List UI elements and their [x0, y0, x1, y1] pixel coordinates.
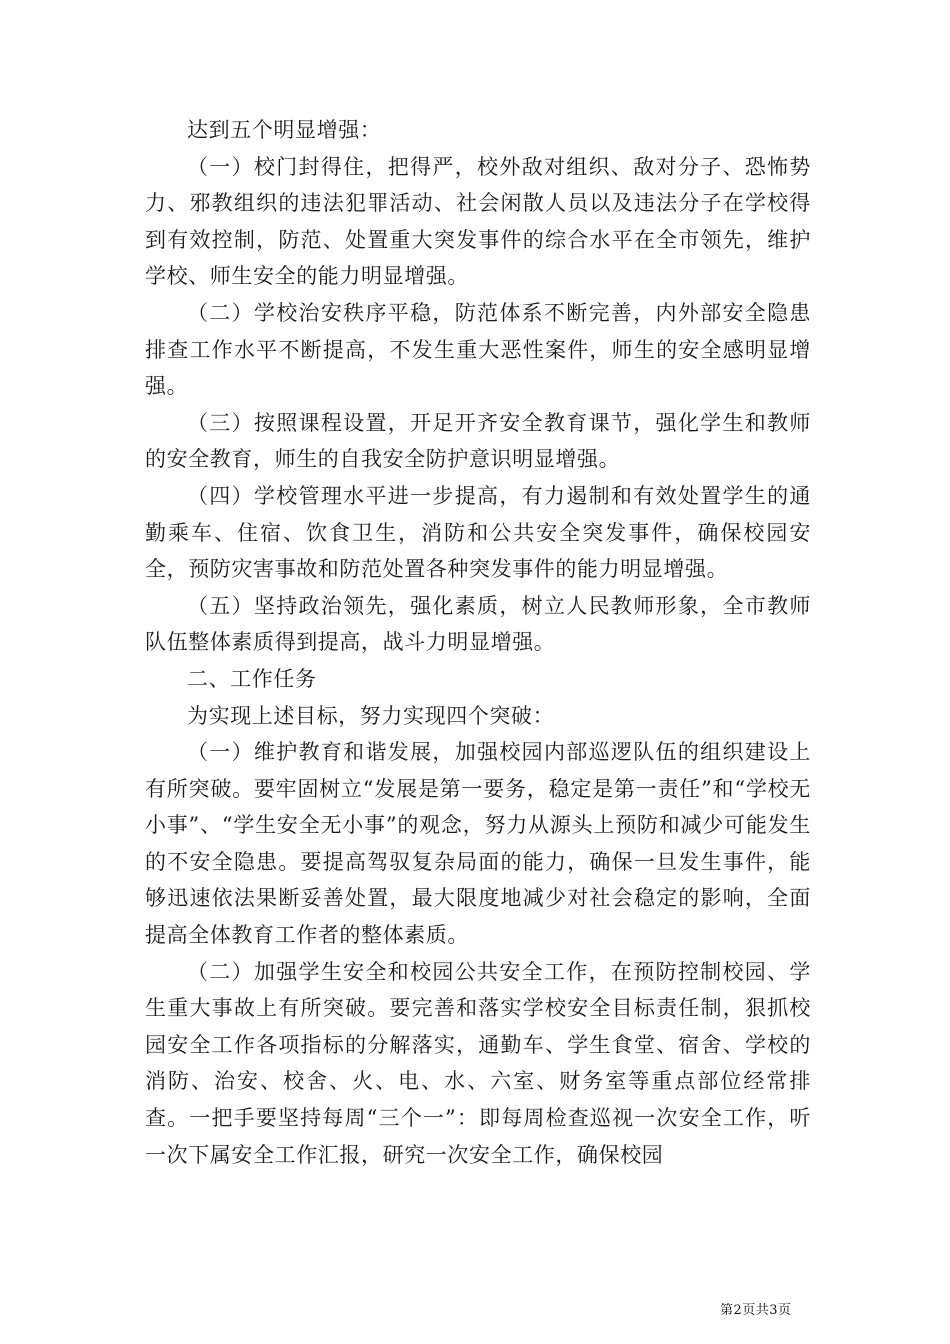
document-body	[145, 112, 811, 1173]
paragraph-goal-3: （三）按照课程设置，开足开齐安全教育课节，强化学生和教师的安全教育，师生的自我安全防护意识明显增强。	[145, 410, 811, 472]
section-heading-tasks: 二、工作任务	[187, 666, 317, 691]
paragraph-task-2: （二）加强学生安全和校园公共安全工作，在预防控制校园、学生重大事故上有所突破。要完善和落实学校安全目标责任制，狠抓校园安全工作各项指标的分解落实，通勤车、学生食堂、宿舍、学校的消防、治安、校舍、火、电、水、六室、财务室等重点部位经常排查。一把手要坚持每周“三个一”：即每周检查巡视一次安全工作，听一次下属安全工作汇报，研究一次安全工作，确保校园	[145, 959, 811, 1167]
paragraph-goal-4: （四）学校管理水平进一步提高，有力遏制和有效处置学生的通勤乘车、住宿、饮食卫生，消防和公共安全突发事件，确保校园安全，预防灾害事故和防范处置各种突发事件的能力明显增强。	[145, 483, 811, 582]
paragraph-goal-5: （五）坚持政治领先，强化素质，树立人民教师形象，全市教师队伍整体素质得到提高，战斗力明显增强。	[145, 593, 811, 655]
page-number-footer: 第2页共3页	[720, 1303, 792, 1318]
paragraph-goals-intro: 达到五个明显增强：	[187, 118, 382, 142]
paragraph-goal-2: （二）学校治安秩序平稳，防范体系不断完善，内外部安全隐患排查工作水平不断提高，不发生重大恶性案件，师生的安全感明显增强。	[145, 300, 811, 399]
paragraph-task-1: （一）维护教育和谐发展，加强校园内部巡逻队伍的组织建设上有所突破。要牢固树立“发展是第一要务，稳定是第一责任”和“学校无小事”、“学生安全无小事”的观念，努力从源头上预防和减少可能发生的不安全隐患。要提高驾驭复杂局面的能力，确保一旦发生事件，能够迅速依法果断妥善处置，最大限度地减少对社会稳定的影响，全面提高全体教育工作者的整体素质。	[145, 740, 811, 948]
paragraph-goal-1: （一）校门封得住，把得严，校外敌对组织、敌对分子、恐怖势力、邪教组织的违法犯罪活动、社会闲散人员以及违法分子在学校得到有效控制，防范、处置重大突发事件的综合水平在全市领先，维护学校、师生安全的能力明显增强。	[145, 154, 811, 289]
paragraph-tasks-intro: 为实现上述目标，努力实现四个突破：	[187, 703, 555, 728]
